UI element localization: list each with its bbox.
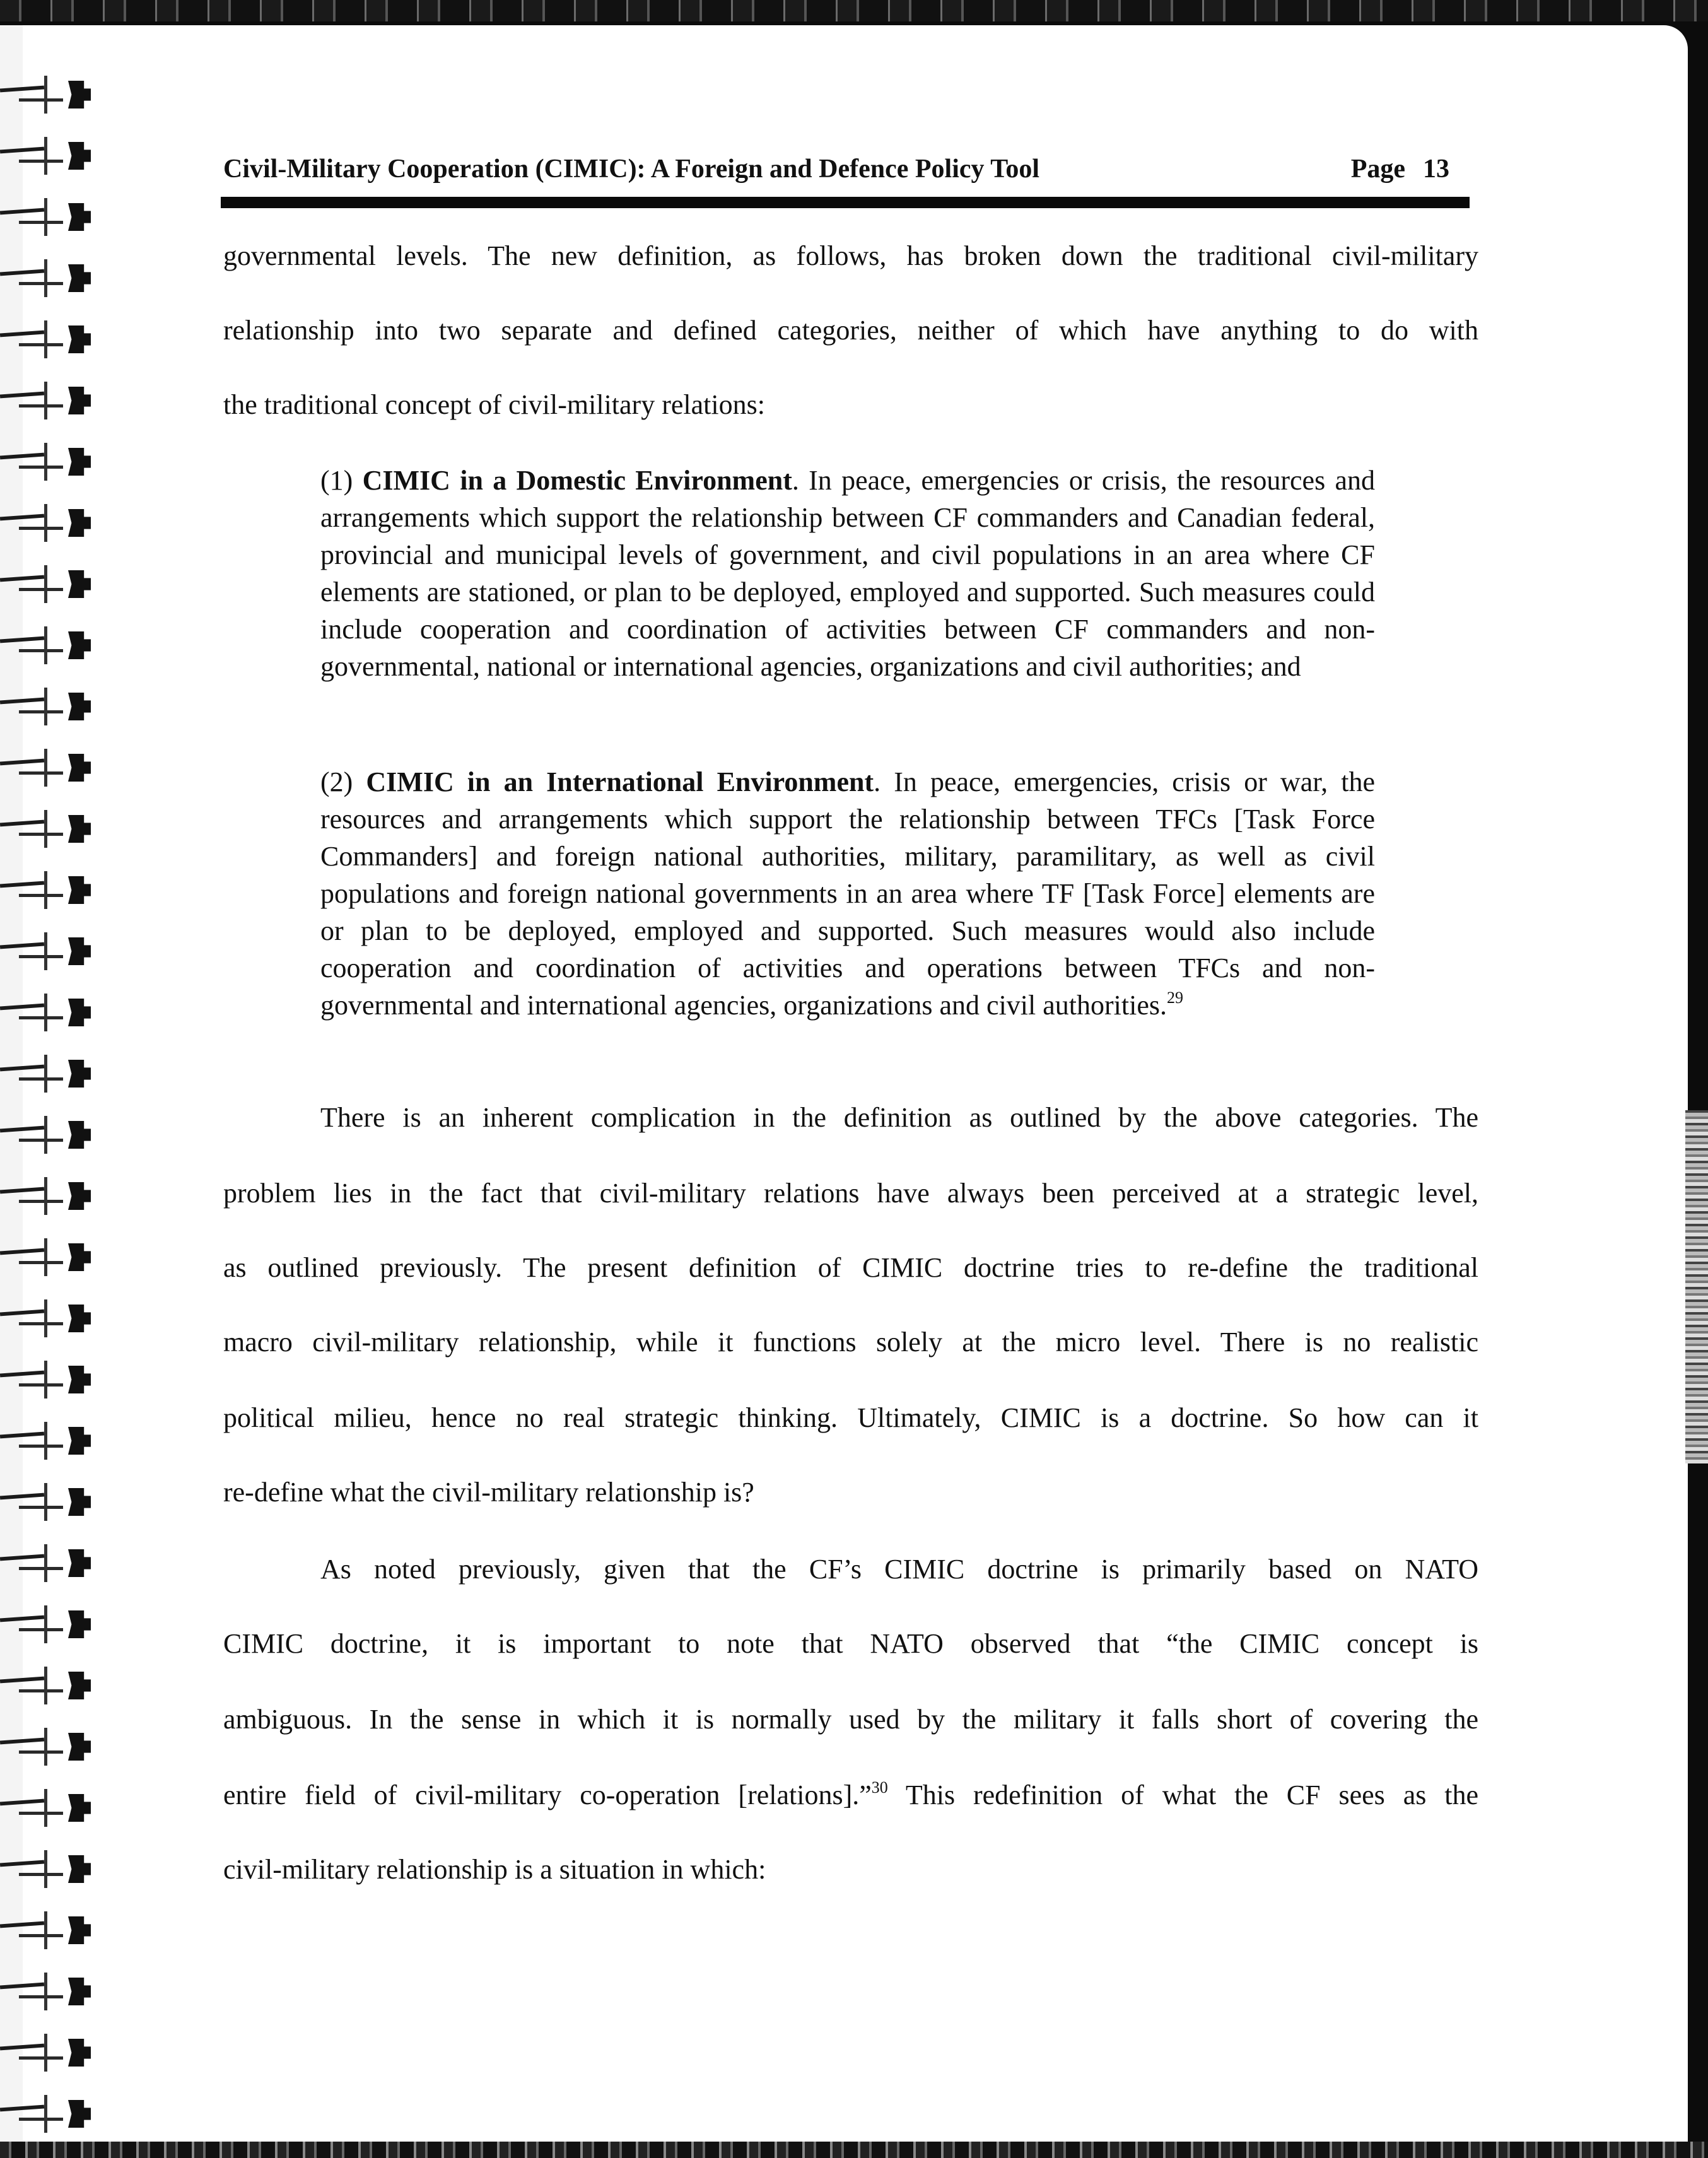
intro-line: relationship into two separate and defined categories, neither of which have anything to do with <box>223 315 1478 346</box>
header-title: Civil-Military Cooperation (CIMIC): A Foreign and Defence Policy Tool <box>223 155 1040 184</box>
binding-coil <box>0 688 101 725</box>
binding-coil <box>0 259 101 297</box>
binding-coil-part <box>44 1973 47 2010</box>
binding-coil-part <box>19 1445 63 1448</box>
binding-coil-part <box>68 693 91 720</box>
binding-coil-part <box>19 98 63 102</box>
binding-coil-part <box>19 1261 63 1264</box>
binding-coil-part <box>0 453 44 460</box>
binding-coil-part <box>44 626 47 664</box>
binding-coil-part <box>68 448 91 476</box>
binding-coil-part <box>44 2095 47 2133</box>
binding-coil-part <box>0 2044 44 2051</box>
binding-coil-part <box>19 1689 63 1692</box>
binding-coil <box>0 137 101 175</box>
binding-coil-part <box>19 1322 63 1325</box>
para3-line: CIMIC doctrine, it is important to note that NATO observed that “the CIMIC concept is <box>223 1628 1478 1659</box>
binding-coil-part <box>19 1567 63 1570</box>
binding-coil-part <box>0 1921 44 1928</box>
binding-coil <box>0 626 101 664</box>
binding-coil-part <box>19 466 63 469</box>
binding-coil <box>0 320 101 358</box>
binding-coil-part <box>68 2039 91 2067</box>
binding-coil-part <box>68 1121 91 1149</box>
binding-coil <box>0 1238 101 1276</box>
para2-line: re-define what the civil-military relationship is? <box>223 1477 754 1508</box>
binding-coil-part <box>68 876 91 904</box>
binding-coil-part <box>19 2118 63 2121</box>
binding-coil-part <box>0 942 44 949</box>
binding-coil-part <box>0 1860 44 1867</box>
binding-coil <box>0 198 101 236</box>
binding-coil-part <box>0 1187 44 1194</box>
binding-coil <box>0 1055 101 1093</box>
binding-coil-part <box>0 331 44 337</box>
binding-coil-part <box>68 1305 91 1332</box>
binding-coil <box>0 1973 101 2010</box>
para3-line: civil-military relationship is a situation in which: <box>223 1854 766 1885</box>
binding-coil-part <box>44 1299 47 1337</box>
binding-coil-part <box>44 1177 47 1215</box>
binding-coil <box>0 504 101 542</box>
binding-coil-part <box>44 871 47 909</box>
binding-coil-part <box>19 527 63 530</box>
binding-coil-part <box>68 1243 91 1271</box>
binding-coil-part <box>19 1139 63 1142</box>
binding-coil <box>0 1422 101 1460</box>
binding-coil-part <box>0 759 44 766</box>
binding-coil-part <box>0 1677 44 1684</box>
binding-coil-part <box>19 1077 63 1081</box>
binding-coil-part <box>68 325 91 353</box>
binding-coil-part <box>68 570 91 598</box>
binding-coil <box>0 1116 101 1154</box>
binding-coil-part <box>19 894 63 897</box>
binding-coil-part <box>68 264 91 292</box>
binding-coil <box>0 932 101 970</box>
scan-noise-top <box>0 0 1708 21</box>
binding-coil <box>0 749 101 787</box>
binding-coil-part <box>68 1855 91 1883</box>
binding-coil-part <box>44 994 47 1031</box>
binding-coil-part <box>0 1554 44 1561</box>
binding-coil-part <box>44 749 47 787</box>
binding-coil-part <box>0 1248 44 1255</box>
binding-coil-part <box>0 1616 44 1622</box>
binding-coil-part <box>19 1016 63 1019</box>
binding-coil-part <box>68 2100 91 2128</box>
intro-line: the traditional concept of civil-military relations: <box>223 389 765 420</box>
para2-line: problem lies in the fact that civil-military relations have always been perceived at a strategic level, <box>223 1178 1478 1209</box>
binding-coil-part <box>0 86 44 93</box>
binding-coil-part <box>44 1544 47 1582</box>
binding-coil-part <box>44 1116 47 1154</box>
binding-coil-part <box>19 1934 63 1937</box>
binding-coil-part <box>44 1605 47 1643</box>
binding-coil-part <box>19 1383 63 1387</box>
binding-coil-part <box>19 282 63 285</box>
binding-coil <box>0 994 101 1031</box>
binding-coil <box>0 1361 101 1399</box>
binding-coil-part <box>44 259 47 297</box>
binding-coil-part <box>44 320 47 358</box>
binding-coil-part <box>44 1483 47 1521</box>
binding-coil-part <box>44 1850 47 1888</box>
para3-line: ambiguous. In the sense in which it is normally used by the military it falls short of covering the <box>223 1704 1478 1735</box>
binding-coil <box>0 1177 101 1215</box>
para2-line: as outlined previously. The present definition of CIMIC doctrine tries to re-define the traditional <box>223 1252 1478 1283</box>
binding-coil-part <box>44 1667 47 1704</box>
binding-coil-part <box>0 636 44 643</box>
binding-coil-part <box>19 710 63 713</box>
quote-heading: CIMIC in a Domestic Environment <box>362 465 792 496</box>
binding-coil <box>0 871 101 909</box>
binding-coil-part <box>68 937 91 965</box>
spiral-binding <box>0 0 101 2158</box>
binding-coil-part <box>44 504 47 542</box>
binding-coil-part <box>19 1812 63 1815</box>
binding-coil-part <box>0 575 44 582</box>
binding-coil-part <box>44 1789 47 1827</box>
binding-coil-part <box>0 269 44 276</box>
binding-coil-part <box>68 81 91 108</box>
binding-coil-part <box>19 955 63 958</box>
binding-coil-part <box>44 198 47 236</box>
binding-coil-part <box>68 1610 91 1638</box>
binding-coil <box>0 565 101 603</box>
binding-coil-part <box>44 1422 47 1460</box>
binding-coil-part <box>0 2105 44 2112</box>
binding-coil-part <box>68 999 91 1026</box>
binding-coil-part <box>44 2034 47 2072</box>
binding-coil-part <box>19 833 63 836</box>
binding-coil-part <box>68 509 91 537</box>
binding-coil-part <box>0 698 44 705</box>
header-rule <box>221 197 1470 208</box>
para2-line: macro civil-military relationship, while it functions solely at the micro level. There is no realistic <box>223 1327 1478 1358</box>
binding-coil-part <box>0 147 44 154</box>
binding-coil-part <box>19 1873 63 1876</box>
scan-noise-bottom <box>0 2142 1708 2158</box>
binding-coil-part <box>19 343 63 346</box>
binding-coil <box>0 443 101 481</box>
binding-coil-part <box>44 76 47 114</box>
binding-coil-part <box>0 1004 44 1011</box>
quote-heading: CIMIC in an International Environment <box>366 766 874 797</box>
binding-coil-part <box>68 1488 91 1516</box>
binding-coil-part <box>19 1200 63 1203</box>
binding-coil <box>0 1850 101 1888</box>
binding-coil-part <box>0 1738 44 1745</box>
header-page-indicator <box>1351 154 1449 184</box>
binding-coil-part <box>44 1238 47 1276</box>
binding-coil <box>0 1911 101 1949</box>
binding-coil-part <box>68 1916 91 1944</box>
binding-coil <box>0 382 101 419</box>
binding-coil-part <box>68 815 91 843</box>
binding-coil-part <box>0 881 44 888</box>
binding-coil <box>0 2095 101 2133</box>
block-quote-domestic <box>320 462 1375 685</box>
binding-coil-part <box>68 754 91 782</box>
binding-coil-part <box>19 649 63 652</box>
binding-coil-part <box>19 160 63 163</box>
binding-coil-part <box>0 1983 44 1990</box>
binding-coil-part <box>44 443 47 481</box>
para3-line-after: This redefinition of what the CF sees as the <box>887 1780 1479 1810</box>
binding-coil-part <box>44 382 47 419</box>
binding-coil-part <box>0 820 44 827</box>
quote-paragraph: (1) CIMIC in a Domestic Environment. In peace, emergencies or crisis, the resources and arrangements which support the relationship between CF commanders and Canadian federal, provincial and municipal levels of government, and civil populations in an area where CF elements are stationed, or plan to be deployed, employed and supported. Such measures could include cooperation and coordination of activities between CF commanders and non-governmental, national or international agencies, organizations and civil authorities; and <box>320 465 1376 682</box>
quote-paragraph: (2) CIMIC in an International Environment. In peace, emergencies, crisis or war, the resources and arrangements which support the relationship between TFCs [Task Force Commanders] and foreign national authorities, military, paramilitary, as well as civil populations and foreign national governments in an area where TF [Task Force] elements are or plan to be deployed, employed and supported. Such measures would also include cooperation and coordination of activities and operations between TFCs and non-governmental and international agencies, organizations and civil authorities.$^{29}$ <box>320 766 1376 1021</box>
binding-coil-part <box>68 203 91 231</box>
binding-coil-part <box>44 1728 47 1766</box>
binding-coil-part <box>0 1310 44 1316</box>
para2-line: There is an inherent complication in the definition as outlined by the above categories. The <box>320 1102 1478 1133</box>
binding-coil-part <box>68 1060 91 1088</box>
binding-coil-part <box>68 1794 91 1822</box>
binding-coil-part <box>68 631 91 659</box>
binding-coil-part <box>68 387 91 414</box>
para2-line: political milieu, hence no real strategic thinking. Ultimately, CIMIC is a doctrine. So how can it <box>223 1402 1478 1433</box>
binding-coil-part <box>44 810 47 848</box>
running-header <box>223 154 1468 185</box>
binding-coil <box>0 1789 101 1827</box>
binding-coil-part <box>44 932 47 970</box>
quote-number: (2) <box>320 766 353 797</box>
binding-coil-part <box>68 1733 91 1761</box>
footnote-marker: 29 <box>1166 988 1183 1007</box>
binding-coil <box>0 1605 101 1643</box>
binding-coil-part <box>19 1628 63 1631</box>
binding-coil <box>0 2034 101 2072</box>
binding-coil-part <box>44 137 47 175</box>
binding-coil-part <box>68 1549 91 1577</box>
binding-coil-part <box>19 1995 63 1998</box>
binding-coil-part <box>0 1371 44 1378</box>
binding-coil-part <box>19 404 63 408</box>
footnote-marker: 30 <box>871 1778 888 1797</box>
binding-coil-part <box>19 1750 63 1754</box>
intro-line: governmental levels. The new definition, as follows, has broken down the traditional civil-military <box>223 240 1478 271</box>
binding-coil-part <box>44 1361 47 1399</box>
binding-coil <box>0 1667 101 1704</box>
binding-coil-part <box>0 1126 44 1133</box>
scan-noise-right <box>1685 1110 1708 1463</box>
binding-coil-part <box>68 142 91 170</box>
binding-coil <box>0 1299 101 1337</box>
binding-coil-part <box>0 392 44 399</box>
binding-coil-part <box>0 1065 44 1072</box>
binding-coil-part <box>44 1911 47 1949</box>
binding-coil-part <box>19 588 63 591</box>
para3-line <box>223 1776 1478 1814</box>
binding-coil-part <box>0 514 44 521</box>
page-label: Page <box>1350 155 1405 184</box>
para3-line: As noted previously, given that the CF’s CIMIC doctrine is primarily based on NATO <box>320 1554 1478 1585</box>
quote-text: In peace, emergencies, crisis or war, the resources and arrangements which support the relationship between TFCs [Task Force Commanders] and foreign national authorities, military, paramilitary, as well as civil populations and foreign national governments in an area where TF [Task Force] elements are or plan to be deployed, employed and supported. Such measures would also include cooperation and coordination of activities and operations between TFCs and non-governmental and international agencies, organizations and civil authorities. <box>320 766 1376 1021</box>
binding-coil-part <box>68 1978 91 2005</box>
binding-coil-part <box>44 1055 47 1093</box>
binding-coil-part <box>0 208 44 215</box>
binding-coil-part <box>68 1672 91 1699</box>
binding-coil-part <box>0 1493 44 1500</box>
binding-coil <box>0 1483 101 1521</box>
quote-text: In peace, emergencies or crisis, the resources and arrangements which support the relationship between CF commanders and Canadian federal, provincial and municipal levels of government, and civil populations in an area where CF elements are stationed, or plan to be deployed, employed and supported. Such measures could include cooperation and coordination of activities between CF commanders and non-governmental, national or international agencies, organizations and civil authorities; and <box>320 465 1376 682</box>
binding-coil-part <box>19 1506 63 1509</box>
binding-coil-part <box>19 771 63 775</box>
binding-coil-part <box>19 221 63 224</box>
binding-coil-part <box>44 688 47 725</box>
binding-coil-part <box>0 1432 44 1439</box>
quote-number: (1) <box>320 465 353 496</box>
binding-coil-part <box>68 1366 91 1393</box>
binding-coil <box>0 1544 101 1582</box>
binding-coil-part <box>19 2056 63 2060</box>
para3-line-before: entire field of civil-military co-operation [relations].” <box>223 1780 872 1810</box>
binding-coil <box>0 810 101 848</box>
binding-coil <box>0 76 101 114</box>
page-number: 13 <box>1423 155 1449 184</box>
binding-coil-part <box>68 1182 91 1210</box>
binding-coil-part <box>68 1427 91 1455</box>
block-quote-international <box>320 763 1375 1024</box>
binding-coil-part <box>0 1799 44 1806</box>
binding-coil <box>0 1728 101 1766</box>
binding-coil-part <box>44 565 47 603</box>
